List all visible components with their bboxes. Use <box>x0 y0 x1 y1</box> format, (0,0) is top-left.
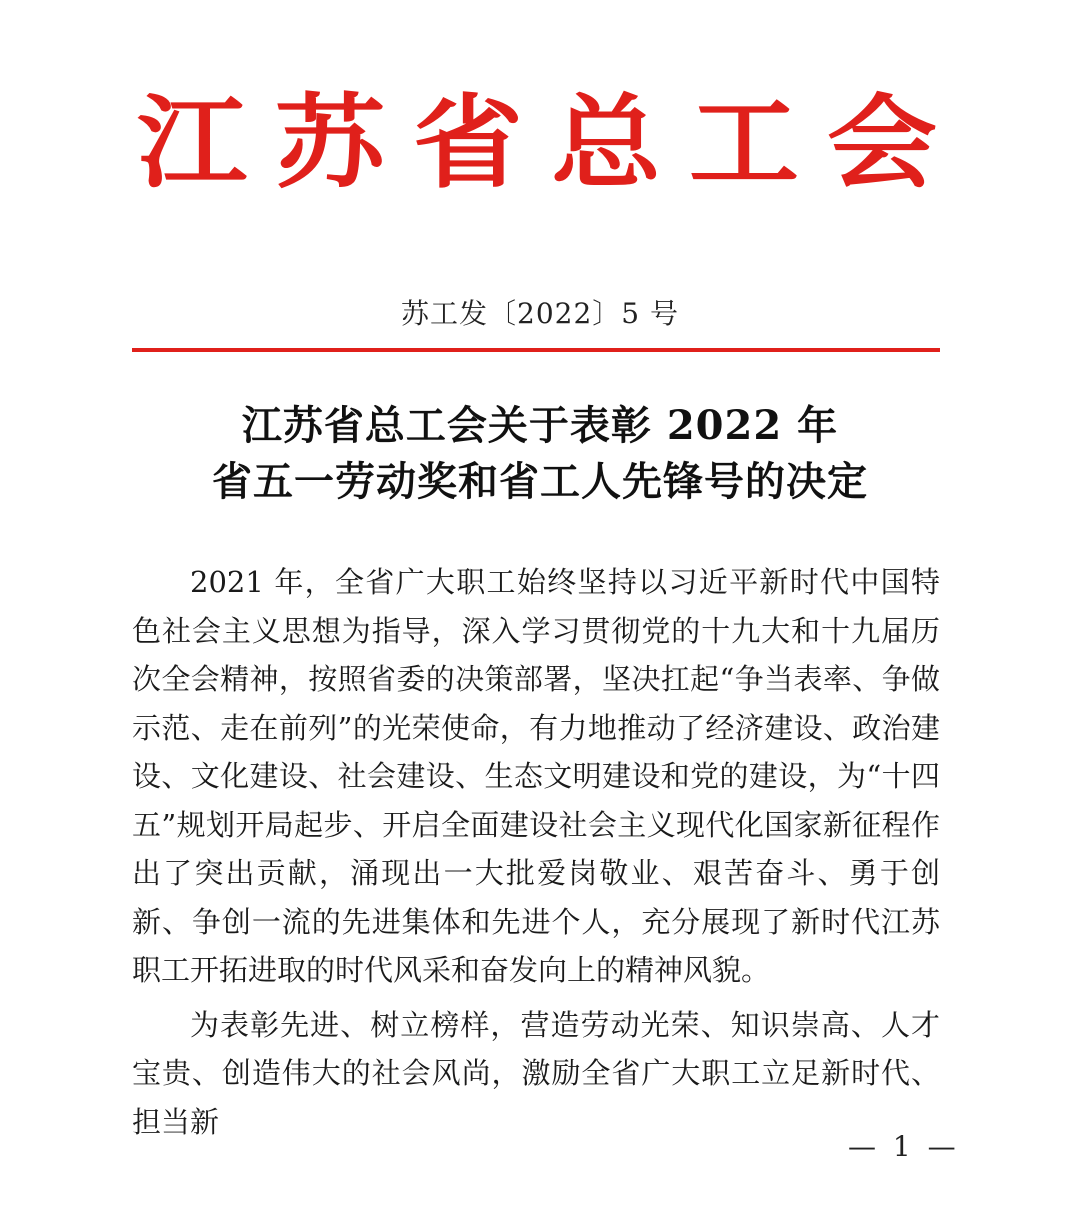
page-number: — 1 — <box>848 1130 960 1163</box>
org-title-char: 工 <box>689 83 799 202</box>
document-number: 苏工发〔2022〕5 号 <box>401 297 679 330</box>
org-title-char: 江 <box>137 83 247 202</box>
org-title-char: 总 <box>551 83 661 202</box>
issuing-org-title <box>132 78 942 208</box>
document-body <box>132 558 940 1152</box>
title-line-2: 省五一劳动奖和省工人先锋号的决定 <box>212 458 868 505</box>
title-line-1: 江苏省总工会关于表彰 2022 年 <box>241 402 839 449</box>
org-title-char: 会 <box>827 83 937 202</box>
document-title <box>0 398 1080 510</box>
org-title-char: 苏 <box>275 83 385 202</box>
org-title-char: 省 <box>413 83 523 202</box>
body-paragraph-1: 2021 年，全省广大职工始终坚持以习近平新时代中国特色社会主义思想为指导，深入学习贯彻党的十九大和十九届历次全会精神，按照省委的决策部署，坚决扛起“争当表率、争做示范、走在前列”的光荣使命，有力地推动了经济建设、政治建设、文化建设、社会建设、生态文明建设和党的建设，为“十四五”规划开局起步、开启全面建设社会主义现代化国家新征程作出了突出贡献，涌现出一大批爱岗敬业、艰苦奋斗、勇于创新、争创一流的先进集体和先进个人，充分展现了新时代江苏职工开拓进取的时代风采和奋发向上的精神风貌。 <box>132 565 940 987</box>
red-divider-line <box>132 348 940 352</box>
body-paragraph-2: 为表彰先进、树立榜样，营造劳动光荣、知识崇高、人才宝贵、创造伟大的社会风尚，激励全省广大职工立足新时代、担当新 <box>132 1007 940 1139</box>
